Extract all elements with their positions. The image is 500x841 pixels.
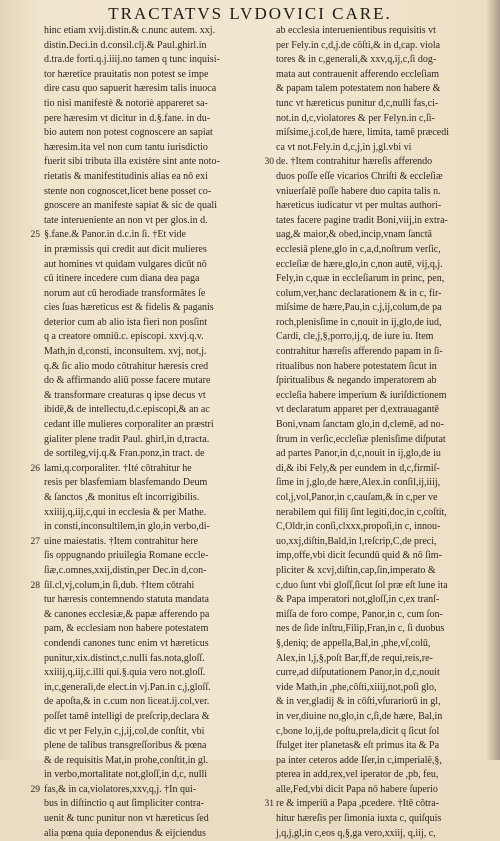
text-line bbox=[44, 345, 262, 360]
text-line bbox=[44, 301, 262, 316]
text-line bbox=[276, 768, 494, 783]
text-line bbox=[30, 783, 262, 798]
line-text: q.& ſic alio modo cōtrahitur hæresis cred bbox=[44, 360, 209, 372]
line-text: tunc vt hæreticus punitur d,c,nulli fas,ci- bbox=[276, 97, 439, 109]
text-line bbox=[44, 520, 262, 535]
text-line bbox=[44, 112, 262, 127]
text-line bbox=[276, 403, 494, 418]
line-text: alia pœna quia deponendus & eijciendus bbox=[44, 827, 206, 839]
line-text: & canones ecclesiæ,& papæ afferendo pa bbox=[44, 608, 210, 620]
margin-number: 30 bbox=[264, 157, 274, 168]
text-line bbox=[44, 768, 262, 783]
text-line bbox=[44, 82, 262, 97]
text-line bbox=[44, 433, 262, 448]
line-text: stente non cognoscet,licet bene posset co- bbox=[44, 185, 212, 197]
text-line bbox=[276, 258, 494, 273]
text-line bbox=[276, 97, 494, 112]
line-text: hitur hæreſis per ſimonia iuxta c, quiſquis bbox=[276, 813, 442, 825]
text-line bbox=[276, 24, 494, 39]
text-line bbox=[276, 608, 494, 623]
line-text: Alex,in l,j,§,poſt Bar,ff,de requi,reis,re- bbox=[276, 652, 433, 664]
line-text: pliciter & xcvj,diſtin,cap,ſin,imperato & bbox=[276, 564, 436, 576]
line-text: ſis oppugnando priuilegia Romane eccle- bbox=[44, 550, 209, 562]
text-line bbox=[44, 68, 262, 83]
line-text: vide Math,in ,phe,cōſti,xiiij,not,poſi glo, bbox=[276, 681, 437, 693]
line-text: uine maiestatis. †Item contrahitur here bbox=[44, 535, 199, 547]
line-text: ab ecclesia interuenientibus requisitis vt bbox=[276, 25, 436, 36]
line-text: d.tra.de forti.q.j.iiij.no tamen q tunc inquisi- bbox=[44, 54, 220, 66]
line-text: gialiter plene tradit Paul. ghirl,in d,tracta. bbox=[44, 433, 210, 445]
line-text: colum,ver,hanc declarationem & in c, fir- bbox=[276, 287, 442, 299]
text-line bbox=[44, 622, 262, 637]
text-line bbox=[276, 593, 494, 608]
line-text: aut homines vt quidam vulgares dicūt nō bbox=[44, 258, 207, 270]
text-line bbox=[276, 666, 494, 681]
text-line bbox=[276, 301, 494, 316]
text-line bbox=[44, 681, 262, 696]
line-text: ſpiritualibus & negando imperatorem ab bbox=[276, 375, 437, 387]
text-line bbox=[44, 476, 262, 491]
line-text: cū itinere incedere cum diana dea paga bbox=[44, 273, 200, 285]
margin-number: 28 bbox=[30, 580, 40, 591]
line-text: in præmissis qui credit aut dicit mulieres bbox=[44, 243, 207, 255]
margin-number: 31 bbox=[264, 799, 274, 810]
line-text: mata aut contrauenit afferendo eccleſiam bbox=[276, 68, 440, 80]
text-line bbox=[44, 754, 262, 769]
line-text: xxiiij,q,iij,c.illi qui.§.quia vero not.gloſſ. bbox=[44, 667, 206, 679]
line-text: tate interueniente an non vt per glos.in d. bbox=[44, 214, 208, 226]
line-text: c,bone lo,ij,de poſtu,prela,dicit q ſicut ſol bbox=[276, 725, 440, 737]
text-line bbox=[276, 418, 494, 433]
line-text: hæreticus iudicatur vt per multas authori- bbox=[276, 200, 442, 212]
text-line bbox=[276, 68, 494, 83]
text-line bbox=[276, 170, 494, 185]
text-line bbox=[44, 243, 262, 258]
text-line bbox=[276, 739, 494, 754]
text-line bbox=[44, 827, 262, 841]
line-text: Cardi, cle,j,§,porro,ij,q, de iure iu. Item bbox=[276, 331, 434, 343]
text-line bbox=[276, 462, 494, 477]
line-text: lami,q.corporaliter. †Ité cōtrahitur he bbox=[44, 462, 192, 474]
text-line bbox=[44, 199, 262, 214]
text-line bbox=[44, 812, 262, 827]
text-line bbox=[276, 754, 494, 769]
line-text: di,& ibi Fely,& per eundem in d,c,firmiſ- bbox=[276, 462, 440, 474]
text-line bbox=[44, 403, 262, 418]
line-text: punitur,xix.distinct,c.nulli fas.nota,gloſſ. bbox=[44, 652, 205, 664]
text-line bbox=[44, 389, 262, 404]
text-line bbox=[276, 389, 494, 404]
text-line bbox=[276, 710, 494, 725]
line-text: de sortileg,vij.q.& Fran.ponz,in tract. de bbox=[44, 448, 205, 460]
line-text: & papam talem potestatem non habere & bbox=[276, 83, 441, 95]
line-text: dire casu quo sapuerit hæresim talis inuoca bbox=[44, 83, 217, 95]
text-line bbox=[44, 97, 262, 112]
line-text: not.in d,c,violatores & per Felyn.in c,ſi- bbox=[276, 112, 435, 124]
text-line bbox=[276, 783, 494, 798]
line-text: fuerit sibi tributa illa existère sint ante noto- bbox=[44, 156, 220, 168]
line-text: ſil.cl,vj,colum,in ſi,dub. †Item cōtrahi bbox=[44, 579, 195, 591]
line-text: poſſet tamē intelligi de preſcrip,declara & bbox=[44, 710, 210, 722]
line-text: gnoscere an manifeste sapiat & sic de quali bbox=[44, 200, 217, 212]
line-text: & in ver,gladij & in cōſti,vſurariorū in gl, bbox=[276, 696, 441, 708]
text-line bbox=[44, 637, 262, 652]
line-text: in ver,diuine no,glo,in c,ſi,de hære, Bal,in bbox=[276, 710, 443, 722]
text-line bbox=[276, 579, 494, 594]
line-text: per Fely.in c,d,j.de cōſti,& in d,cap. viola bbox=[276, 39, 441, 51]
text-line bbox=[276, 725, 494, 740]
line-text: duos poſſe eſſe vicarios Chriſti & eccleſiæ bbox=[276, 170, 443, 182]
text-line bbox=[276, 39, 494, 54]
text-line bbox=[44, 666, 262, 681]
line-text: miſſa de foro compe, Panor,in c, cum ſon- bbox=[276, 608, 443, 620]
text-line bbox=[276, 827, 494, 841]
text-line bbox=[276, 506, 494, 521]
line-text: in verbo,mortalitate not,gloſſ,in d,c, nulli bbox=[44, 769, 208, 781]
line-text: contrahitur hæreſis afferendo papam in ſi- bbox=[276, 346, 443, 358]
text-line bbox=[44, 710, 262, 725]
text-line bbox=[44, 593, 262, 608]
running-header: TRACTATVS LVDOVICI CARE. bbox=[108, 4, 392, 23]
line-text: uo,xxj,diſtin,Bald,in l,reſcrip,C,de preci, bbox=[276, 535, 437, 547]
line-text: ſtrum in verſic,eccleſiæ plenisſime diſputat bbox=[276, 433, 446, 445]
text-line bbox=[30, 535, 262, 550]
text-line bbox=[44, 506, 262, 521]
line-text: ad partes Panor,in d,c,nouit in ij,glo,de iu bbox=[276, 448, 441, 460]
text-line bbox=[44, 155, 262, 170]
line-text: & transformare creaturas q ipse decus vt bbox=[44, 389, 206, 401]
line-text: alle,Fed,vbi dicit Papa nō habere ſuperio bbox=[276, 783, 438, 795]
text-line bbox=[44, 24, 262, 39]
text-line bbox=[44, 695, 262, 710]
text-line bbox=[276, 185, 494, 200]
text-line bbox=[276, 243, 494, 258]
text-line bbox=[276, 520, 494, 535]
right-text-column bbox=[264, 24, 494, 841]
line-text: plene de talibus transgreſſoribus & pœna bbox=[44, 740, 207, 752]
line-text: j,q,j,gl,in c,eos q,§,ga vero,xxiij, q,iij, c, bbox=[276, 827, 436, 839]
text-line bbox=[276, 360, 494, 375]
line-text: de apoſta,& in c.cum non liceat.ij.col,ver. bbox=[44, 696, 210, 708]
line-text: c,duo ſunt vbi gloſſ,ſicut ſol præ eſt lune ita bbox=[276, 579, 448, 591]
margin-number: 27 bbox=[30, 536, 40, 547]
line-text: distin.Deci.in d.consil.clj.& Paul.ghirl.in bbox=[44, 39, 207, 51]
line-text: ibidē,& de intellectu,d.c.episcopi,& an ac bbox=[44, 404, 210, 416]
text-line bbox=[44, 360, 262, 375]
text-line bbox=[276, 345, 494, 360]
text-line bbox=[44, 564, 262, 579]
line-text: nerabilem qui filij ſint legiti,doc,in c,coſtit, bbox=[276, 506, 447, 518]
text-line bbox=[276, 681, 494, 696]
text-line bbox=[44, 418, 262, 433]
line-text: xxiiij,q,iij,c,qui in ecclesia & per Mathe. bbox=[44, 506, 207, 518]
text-line bbox=[44, 126, 262, 141]
text-line bbox=[276, 214, 494, 229]
line-text: bio autem non potest cognoscere an sapiat bbox=[44, 127, 213, 139]
text-line bbox=[44, 272, 262, 287]
line-text: tores & in c,generali,& xxv,q,ij,c,ſi dog- bbox=[276, 54, 437, 66]
text-line bbox=[276, 535, 494, 550]
text-line bbox=[30, 228, 262, 243]
line-text: uenit & tunc punitur non vt hæreticus ſed bbox=[44, 813, 209, 825]
line-text: pterea in add,rex,vel iperator de ,pb, feu, bbox=[276, 769, 439, 781]
line-text: cedant ille mulieres corporaliter an præstri bbox=[44, 419, 214, 431]
text-line bbox=[276, 476, 494, 491]
line-text: dic vt per Fely,in c,j,ij,col,de conſtit, vbi bbox=[44, 725, 205, 737]
text-line bbox=[276, 374, 494, 389]
line-text: ecclesiā plene,glo in c,a,d,noſtrum verſic, bbox=[276, 243, 441, 255]
line-text: rietatis & manifestitudinis alias ea nō exi bbox=[44, 170, 208, 182]
line-text: pere hæresim vt dicitur in d.§.fane. in du- bbox=[44, 112, 211, 124]
text-line bbox=[44, 185, 262, 200]
text-line bbox=[276, 82, 494, 97]
text-line bbox=[44, 549, 262, 564]
line-text: hæresim.ita vel non cum tantu iurisdictio bbox=[44, 141, 208, 153]
margin-number: 29 bbox=[30, 784, 40, 795]
text-line bbox=[276, 447, 494, 462]
line-text: tio nisi manifestè & notoriè appareret sa- bbox=[44, 97, 208, 109]
line-text: bus in diſtinctio q aut ſimpliciter contra- bbox=[44, 798, 204, 810]
margin-number: 26 bbox=[30, 463, 40, 474]
text-line bbox=[276, 112, 494, 127]
line-text: C,Oldr,in conſi,clxxx,propoſi,in c, innou- bbox=[276, 521, 441, 533]
line-text: tor hæretice prauitatis non potest se impe bbox=[44, 68, 209, 80]
text-line bbox=[44, 287, 262, 302]
text-line bbox=[44, 725, 262, 740]
line-text: resis per blasfemiam blasfemando Deum bbox=[44, 477, 208, 489]
margin-number: 25 bbox=[30, 230, 40, 241]
line-text: in,c,generali,de elect.in vj.Pan.in c,j,gloſſ. bbox=[44, 681, 211, 693]
text-line bbox=[276, 637, 494, 652]
line-text: uag,& maior,& obed,incip,vnam ſanctā bbox=[276, 229, 432, 241]
line-text: pam, & ecclesiam non habere potestatem bbox=[44, 623, 209, 635]
line-text: & Papa imperatori not,gloſſ,in c,ex tranſ- bbox=[276, 594, 440, 606]
text-line bbox=[44, 374, 262, 389]
text-line bbox=[44, 316, 262, 331]
text-line bbox=[276, 812, 494, 827]
line-text: roch,plenisſime in c,nouit in ij,glo,de iud, bbox=[276, 316, 442, 328]
line-text: tates facere pagine tradit Boni,viij,in extra- bbox=[276, 214, 448, 226]
text-line bbox=[276, 695, 494, 710]
text-line bbox=[264, 155, 494, 170]
line-text: imp,offe,vbi dicit ſecundū quid & nō ſim- bbox=[276, 550, 442, 562]
line-text: de. †Item contrahitur hæreſis afferendo bbox=[276, 156, 433, 168]
text-line bbox=[44, 53, 262, 68]
text-line bbox=[276, 433, 494, 448]
line-text: pa inter ceteros adde Iſer,in c,imperialē,§, bbox=[276, 754, 442, 766]
text-line bbox=[44, 739, 262, 754]
text-line bbox=[44, 170, 262, 185]
text-line bbox=[44, 141, 262, 156]
text-line bbox=[276, 330, 494, 345]
line-text: q a creatore omniū.c. episcopi. xxvj.q.v. bbox=[44, 331, 204, 343]
text-line bbox=[276, 53, 494, 68]
line-text: norum aut cū herodiade transformātes ſe bbox=[44, 287, 206, 299]
line-text: ritualibus non habere potestatem ſicut in bbox=[276, 360, 437, 372]
text-line bbox=[44, 608, 262, 623]
text-line bbox=[276, 491, 494, 506]
text-line bbox=[44, 214, 262, 229]
text-line bbox=[44, 258, 262, 273]
text-line bbox=[276, 622, 494, 637]
line-text: tur hæresis contemnendo statuta mandata bbox=[44, 594, 209, 606]
line-text: ſfulget iter planetas& eſt primus ita & Pa bbox=[276, 740, 440, 752]
line-text: miſsime,j.col,de hære, limita, tamē præcedi bbox=[276, 127, 450, 139]
line-text: deterior cum ab alio ista fieri non posſint bbox=[44, 316, 208, 328]
text-line bbox=[44, 330, 262, 345]
line-text: Fely,in c,quæ in eccleſiarum in princ, pen, bbox=[276, 273, 445, 285]
line-text: ſiæ,c.omnes,xxij,distin,per Dec.in d,con- bbox=[44, 564, 207, 576]
text-line bbox=[30, 579, 262, 594]
line-text: §,deniq; de appella,Bal,in ,phe,vſ,colū, bbox=[276, 637, 431, 649]
line-text: §.fane.& Panor.in d.c.in ſi. †Et vide bbox=[44, 229, 186, 241]
text-line bbox=[264, 797, 494, 812]
line-text: in consti,inconsultilem,in glo,in verbo,di- bbox=[44, 521, 210, 533]
line-text: & de requisitis Mat,in prohe,conſtit,in gl. bbox=[44, 754, 209, 766]
line-text: col,j,vol,Panor,in c,cauſam,& in c,per ve bbox=[276, 492, 438, 503]
line-text: hinc etiam xvij.distin.& c.nunc autem. xxj. bbox=[44, 25, 216, 36]
text-line bbox=[30, 462, 262, 477]
line-text: curre,ad diſputationem Panor,in d,c,nouit bbox=[276, 667, 440, 679]
text-line bbox=[44, 797, 262, 812]
text-line bbox=[276, 287, 494, 302]
line-text: ſime in j,glo,de hære,Alex.in conſil,ij,iiij, bbox=[276, 477, 441, 489]
line-text: vniuerſalē poſſe habere duo capita talis n. bbox=[276, 185, 441, 197]
line-text: do & affirmando aliū posse facere mutare bbox=[44, 375, 211, 387]
text-line bbox=[44, 39, 262, 54]
line-text: re & imperiū a Papa ,pcedere. †Itē cōtra- bbox=[276, 798, 439, 810]
left-text-column bbox=[30, 24, 262, 841]
text-line bbox=[44, 447, 262, 462]
text-line bbox=[44, 491, 262, 506]
line-text: vt declaratum apparet per d,extrauagantē bbox=[276, 404, 439, 416]
text-line bbox=[276, 316, 494, 331]
line-text: Math,in d,consti, inconsultem. xvj, not,j. bbox=[44, 346, 207, 358]
line-text: ca vt not.Fely.in d,c,j,in j,gl.vbi vi bbox=[276, 141, 412, 153]
text-line bbox=[276, 652, 494, 667]
text-line bbox=[276, 228, 494, 243]
line-text: condendi canones tunc enim vt hæreticus bbox=[44, 637, 209, 649]
line-text: & ſanctos ,& monitus eſt incorrigibilis. bbox=[44, 492, 200, 503]
text-line bbox=[276, 549, 494, 564]
line-text: Boni,vnam ſanctam glo,in d,clemē, ad no- bbox=[276, 419, 445, 431]
text-line bbox=[44, 652, 262, 667]
text-line bbox=[276, 126, 494, 141]
line-text: miſsime de hære,Pau,in c,j,ij,colum,de pa bbox=[276, 302, 442, 314]
line-text: eccleſiæ de hære,glo,in c,non autē, vij,q,j. bbox=[276, 258, 443, 270]
text-line bbox=[276, 564, 494, 579]
line-text: fas,& in ca,violatores,xxv,q,j. †In qui- bbox=[44, 783, 197, 795]
line-text: nes de ſide inſtru,Filip,Fran,in c, ſi duobus bbox=[276, 623, 445, 635]
line-text: eccleſia habere imperium & iuriſdictionem bbox=[276, 389, 447, 401]
text-line bbox=[276, 141, 494, 156]
text-line bbox=[276, 272, 494, 287]
line-text: cies ſuas hæreticus est & fidelis & paganis bbox=[44, 302, 214, 314]
text-line bbox=[276, 199, 494, 214]
